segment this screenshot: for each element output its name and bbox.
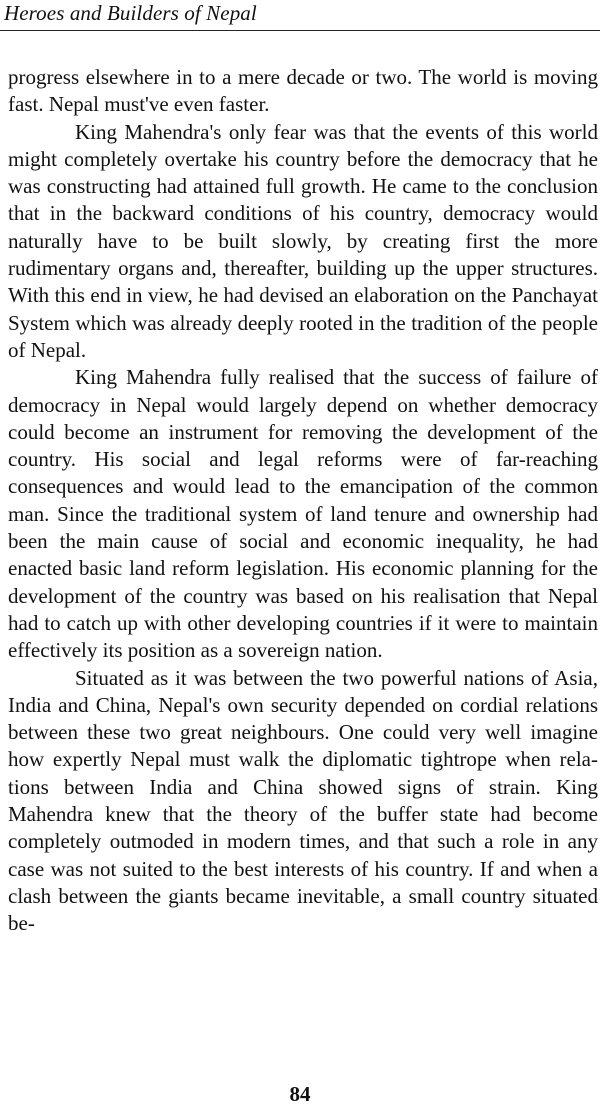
paragraph-3: King Mahendra fully realised that the success of failure of democracy in Nepal would largely depend on whether democracy could become an instrument for removing the development of the country. His social and legal reforms were of far-reaching consequences and would lead to the emancipation of the common man. Since the traditional system of land tenure and ownership had been the main cause of social and economic inequality, he had enacted basic land reform legislation. His economic planning for the development of the country was based on his realisation that Nepal had to catch up with other developing countries if it were to maintain effectively its position as a sovereign nation. bbox=[8, 365, 598, 663]
paragraph-4: Situated as it was between the two powerful nations of Asia, India and China, Nepal's own security depended on cordial relations between these two great neighbours. One could very well imagine how expertly Nepal must walk the diplomatic tightrope when relations between India and China showed signs of strain. King Mahendra knew that the theory of the buffer state had become completely outmoded in modern times, and that such a role in any case was not suited to the best interests of his country. If and when a clash between the giants became inevitable, a small country situated be- bbox=[8, 665, 598, 936]
paragraph-1: progress elsewhere in to a mere decade or two. The world is moving fast. Nepal must've even faster. bbox=[8, 65, 598, 117]
header-rule bbox=[0, 30, 600, 31]
body-text bbox=[8, 64, 598, 938]
page-number: 84 bbox=[289, 1082, 311, 1106]
running-header-title: Heroes and Builders of Nepal bbox=[4, 1, 257, 25]
paragraph-2: King Mahendra's only fear was that the events of this world might completely overtake his country before the democracy that he was constructing had attained full growth. He came to the conclusion that in the backward conditions of his country, democracy would naturally have to be built slowly, by creating first the more rudimentary organs and, thereafter, building up the upper structures. With this end in view, he had devised an elaboration on the Panchayat System which was already deeply rooted in the tradition of the people of Nepal. bbox=[8, 119, 598, 362]
